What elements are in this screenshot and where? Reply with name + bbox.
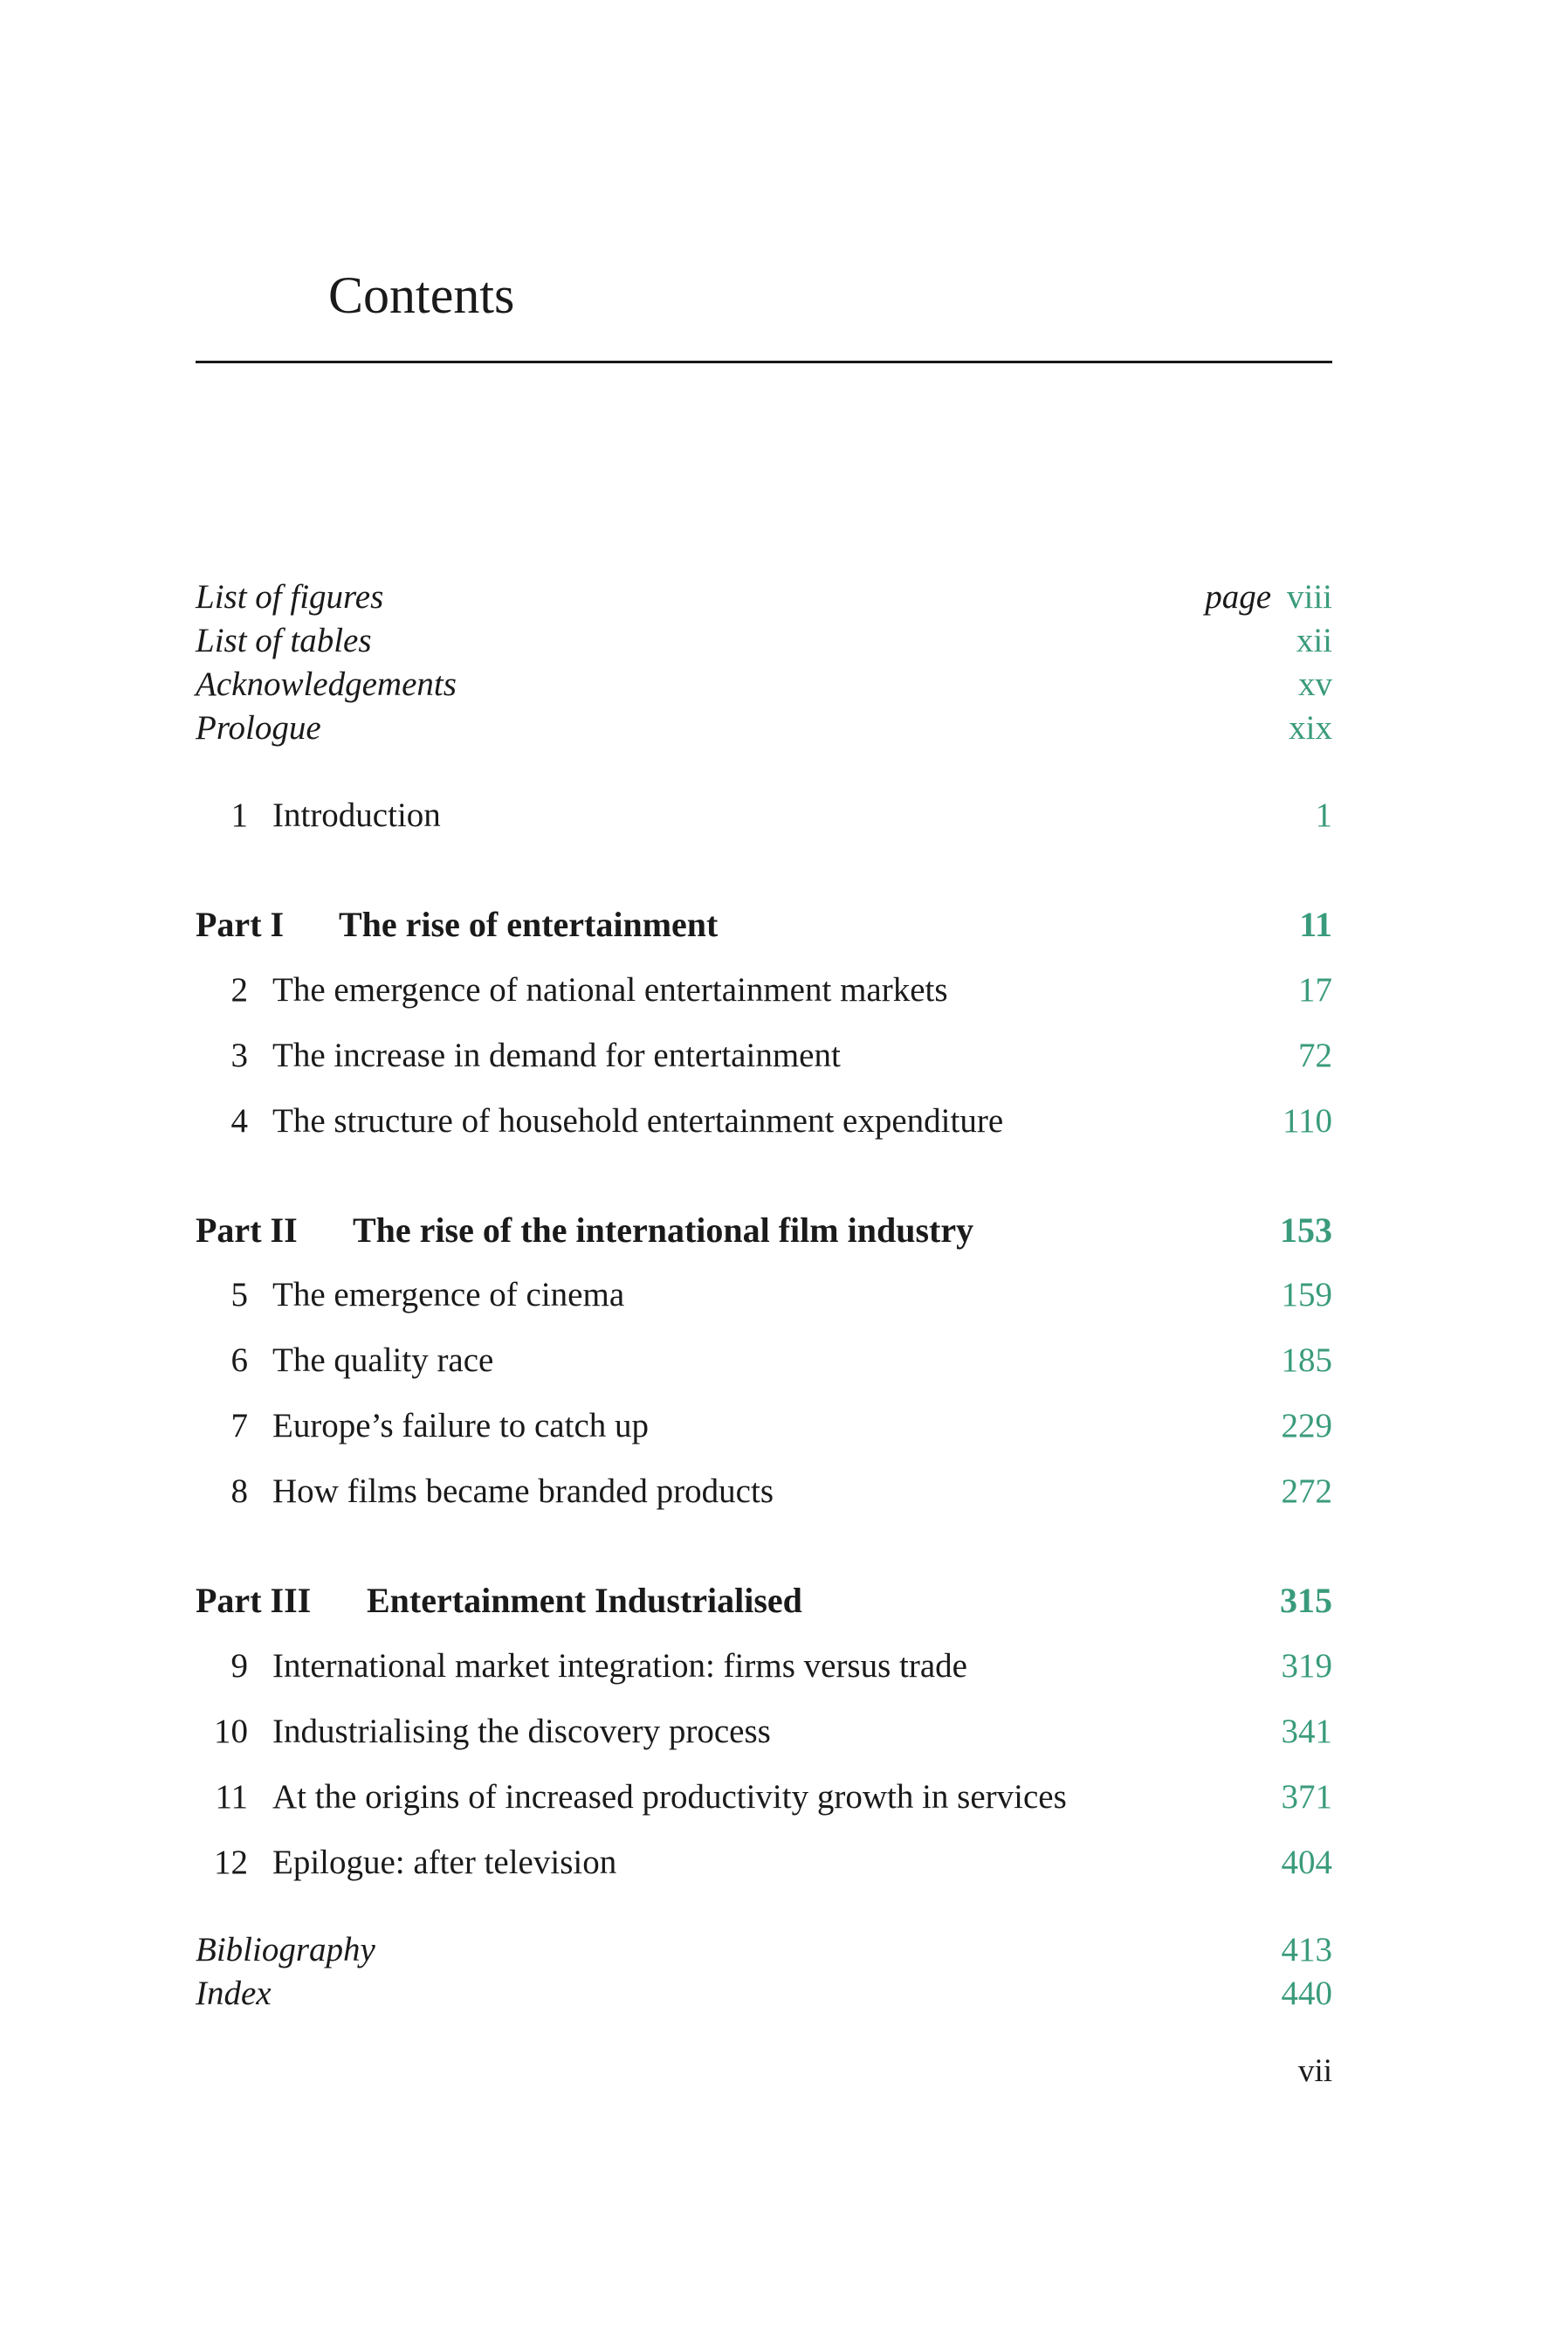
page-link[interactable]: 413 (1281, 1931, 1332, 1968)
toc-chapter-12 (196, 1838, 1332, 1887)
page-link[interactable]: 440 (1281, 1975, 1332, 2012)
entry-label: Acknowledgements (196, 665, 457, 703)
title-divider (196, 361, 1332, 363)
part-title: The rise of the international film industry (353, 1210, 974, 1250)
toc-part-1 (196, 900, 1332, 949)
page-link[interactable]: xv (1298, 665, 1332, 703)
chapter-title: Introduction (272, 796, 441, 834)
toc-part-2 (196, 1206, 1332, 1255)
page-link[interactable]: 371 (1281, 1778, 1332, 1816)
chapter-number: 3 (230, 1037, 248, 1074)
entry-label: Index (196, 1975, 272, 2012)
entry-label: List of tables (196, 622, 372, 659)
toc-chapter-4 (196, 1097, 1332, 1146)
part-label: Part III (196, 1581, 312, 1620)
part-title: Entertainment Industrialised (367, 1581, 802, 1620)
chapter-number: 8 (230, 1472, 248, 1510)
chapter-title: International market integration: firms versus trade (272, 1647, 967, 1685)
toc-chapter-2 (196, 966, 1332, 1015)
toc-chapter-1 (196, 791, 1332, 840)
chapter-number: 11 (215, 1778, 248, 1816)
toc-chapter-10 (196, 1707, 1332, 1756)
page-link[interactable]: 272 (1281, 1472, 1332, 1510)
chapter-title: The emergence of cinema (272, 1276, 625, 1313)
toc-entry-list-of-tables (196, 617, 1332, 665)
page-link[interactable]: 404 (1281, 1844, 1332, 1881)
part-title: The rise of entertainment (339, 905, 719, 944)
chapter-number: 4 (230, 1102, 248, 1140)
chapter-title: Industrialising the discovery process (272, 1713, 771, 1750)
page-link[interactable]: viii (1286, 578, 1332, 616)
chapter-number: 5 (230, 1276, 248, 1313)
toc-entry-list-of-figures (196, 573, 1332, 622)
toc-chapter-8 (196, 1467, 1332, 1516)
page-link[interactable]: 72 (1298, 1037, 1332, 1074)
toc-chapter-3 (196, 1031, 1332, 1080)
chapter-number: 2 (230, 971, 248, 1009)
toc-entry-prologue (196, 704, 1332, 753)
page-prefix: page (1205, 578, 1271, 616)
page-link[interactable]: 229 (1281, 1407, 1332, 1444)
chapter-title: The emergence of national entertainment markets (272, 971, 948, 1009)
toc-chapter-5 (196, 1271, 1332, 1320)
chapter-title: The structure of household entertainment expenditure (272, 1102, 1004, 1140)
page-link[interactable]: 110 (1282, 1102, 1332, 1140)
toc-chapter-9 (196, 1642, 1332, 1691)
chapter-title: How films became branded products (272, 1472, 774, 1510)
chapter-title: The quality race (272, 1341, 494, 1379)
chapter-title: Europe’s failure to catch up (272, 1407, 649, 1444)
page-link[interactable]: 341 (1281, 1713, 1332, 1750)
chapter-number: 1 (230, 796, 248, 834)
toc-chapter-6 (196, 1336, 1332, 1385)
page-number: vii (1297, 2053, 1332, 2089)
chapter-title: At the origins of increased productivity growth in services (272, 1778, 1067, 1816)
page-link[interactable]: 319 (1281, 1647, 1332, 1685)
page-title: Contents (328, 266, 515, 324)
toc-entry-acknowledgements (196, 660, 1332, 709)
part-label: Part II (196, 1210, 298, 1250)
toc-entry-bibliography (196, 1926, 1332, 1975)
toc-chapter-11 (196, 1773, 1332, 1822)
toc-chapter-7 (196, 1402, 1332, 1451)
chapter-number: 7 (230, 1407, 248, 1444)
page-link[interactable]: xii (1296, 622, 1332, 659)
chapter-title: Epilogue: after television (272, 1844, 617, 1881)
entry-label: List of figures (196, 578, 384, 616)
toc-part-3 (196, 1576, 1332, 1625)
part-label: Part I (196, 905, 285, 944)
page-link[interactable]: 159 (1281, 1276, 1332, 1313)
page-link[interactable]: 185 (1281, 1341, 1332, 1379)
chapter-number: 10 (214, 1713, 248, 1750)
page-link[interactable]: 315 (1280, 1581, 1332, 1620)
page-link[interactable]: 153 (1280, 1210, 1332, 1250)
chapter-number: 6 (230, 1341, 248, 1379)
entry-label: Bibliography (196, 1931, 375, 1968)
page-link[interactable]: 1 (1315, 796, 1332, 834)
chapter-title: The increase in demand for entertainment (272, 1037, 841, 1074)
chapter-number: 9 (230, 1647, 248, 1685)
toc-entry-index (196, 1969, 1332, 2018)
chapter-number: 12 (214, 1844, 248, 1881)
page-link[interactable]: xix (1289, 709, 1332, 747)
page-link[interactable]: 11 (1299, 905, 1332, 944)
page-link[interactable]: 17 (1298, 971, 1332, 1009)
entry-label: Prologue (196, 709, 321, 747)
